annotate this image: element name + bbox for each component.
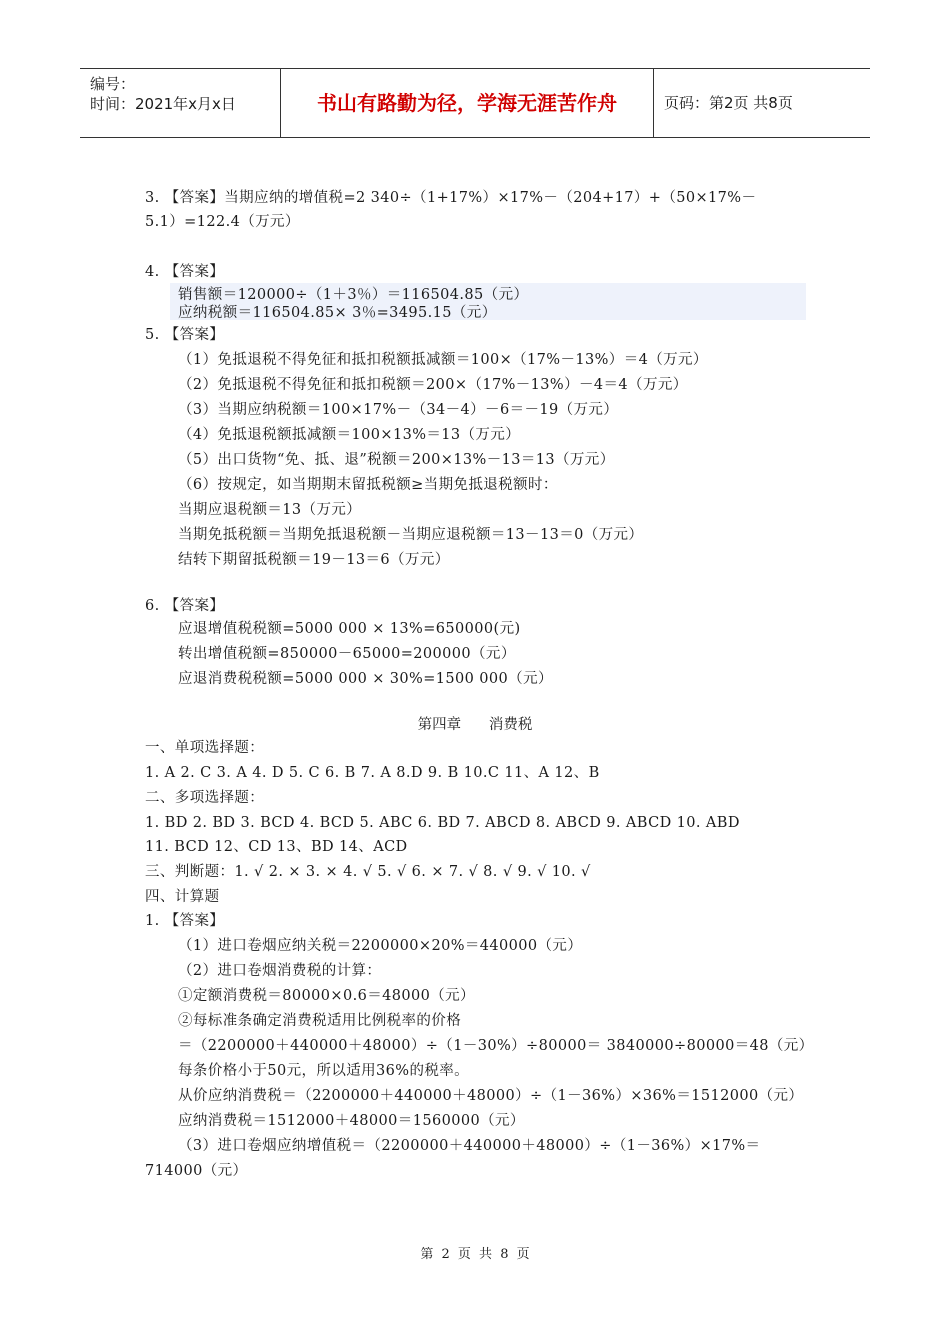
text-line: 每条价格小于50元，所以适用36%的税率。 — [178, 1063, 470, 1079]
text-line: 应退增值税税额=5000 000 × 13%=650000(元) — [178, 621, 521, 637]
text-line: （6）按规定，如当期期末留抵税额≥当期免抵退税额时： — [178, 477, 558, 493]
text-line: 当期应退税额＝13（万元） — [178, 502, 362, 518]
text-line: 转出增值税额=850000－65000=200000（元） — [178, 646, 516, 662]
text-line: 714000（元） — [145, 1163, 248, 1179]
text-line: （3）进口卷烟应纳增值税＝（2200000＋440000＋48000）÷（1－36%）×17%＝ — [178, 1138, 761, 1154]
text-line: 1. A 2. C 3. A 4. D 5. C 6. B 7. A 8.D 9. B 10.C 11、A 12、B — [145, 765, 600, 781]
text-line: ＝（2200000＋440000＋48000）÷（1－30%）÷80000＝ 3840000÷80000＝48（元） — [178, 1038, 814, 1054]
text-line: 5. 【答案】 — [145, 327, 225, 343]
chapter-title: 第四章 消费税 — [417, 717, 533, 733]
page-footer: 第 2 页 共 8 页 — [420, 1247, 530, 1262]
header-page-info: 页码：第2页 共8页 — [664, 94, 793, 112]
text-line: 3. 【答案】当期应纳的增值税=2 340÷（1+17%）×17%－（204+17）+（50×17%－ — [145, 190, 757, 206]
text-line: 结转下期留抵税额＝19－13＝6（万元） — [178, 552, 450, 568]
text-line: （4）免抵退税额抵减额＝100×13%＝13（万元） — [178, 427, 521, 443]
text-line: 一、单项选择题： — [145, 740, 265, 756]
serial-label: 编号： — [90, 75, 136, 93]
text-line: （1）免抵退税不得免征和抵扣税额抵减额＝100×（17%－13%）＝4（万元） — [178, 352, 708, 368]
text-line: 应纳消费税＝1512000＋48000＝1560000（元） — [178, 1113, 525, 1129]
text-line: 4. 【答案】 — [145, 264, 225, 280]
text-line: 销售额＝120000÷（1＋3％）＝116504.85（元） — [178, 287, 529, 303]
text-line: （1）进口卷烟应纳关税＝2200000×20%＝440000（元） — [178, 938, 583, 954]
text-line: 6. 【答案】 — [145, 598, 225, 614]
text-line: （3）当期应纳税额＝100×17%－（34－4）－6＝－19（万元） — [178, 402, 619, 418]
text-line: 应退消费税税额=5000 000 × 30%=1500 000（元） — [178, 671, 553, 687]
header-motto: 书山有路勤为径，学海无涯苦作舟 — [280, 69, 654, 137]
text-line: 当期免抵税额＝当期免抵退税额－当期应退税额＝13－13＝0（万元） — [178, 527, 644, 543]
text-line: 四、计算题 — [145, 889, 220, 905]
text-line: 从价应纳消费税＝（2200000＋440000＋48000）÷（1－36%）×36%＝1512000（元） — [178, 1088, 804, 1104]
header-meta — [80, 69, 280, 137]
text-line: （2）免抵退税不得免征和抵扣税额＝200×（17%－13%）－4＝4（万元） — [178, 377, 688, 393]
time-label: 时间：2021年x月x日 — [90, 95, 236, 113]
text-line: 1. BD 2. BD 3. BCD 4. BCD 5. ABC 6. BD 7. ABCD 8. ABCD 9. ABCD 10. ABD — [145, 815, 740, 831]
text-line: 11. BCD 12、CD 13、BD 14、ACD — [145, 839, 408, 855]
page-header — [80, 68, 870, 138]
text-line: （2）进口卷烟消费税的计算： — [178, 963, 382, 979]
text-line: 三、判断题：1. √ 2. × 3. × 4. √ 5. √ 6. × 7. √ 8. √ 9. √ 10. √ — [145, 864, 591, 880]
text-line: 5.1）=122.4（万元） — [145, 214, 300, 230]
text-line: 1. 【答案】 — [145, 913, 225, 929]
text-line: 应纳税额＝116504.85× 3％=3495.15（元） — [178, 305, 497, 321]
text-line: ①定额消费税＝80000×0.6＝48000（元） — [178, 988, 475, 1004]
text-line: 二、多项选择题： — [145, 790, 265, 806]
text-line: （5）出口货物“免、抵、退”税额＝200×13%－13＝13（万元） — [178, 452, 615, 468]
text-line: ②每标准条确定消费税适用比例税率的价格 — [178, 1013, 462, 1029]
